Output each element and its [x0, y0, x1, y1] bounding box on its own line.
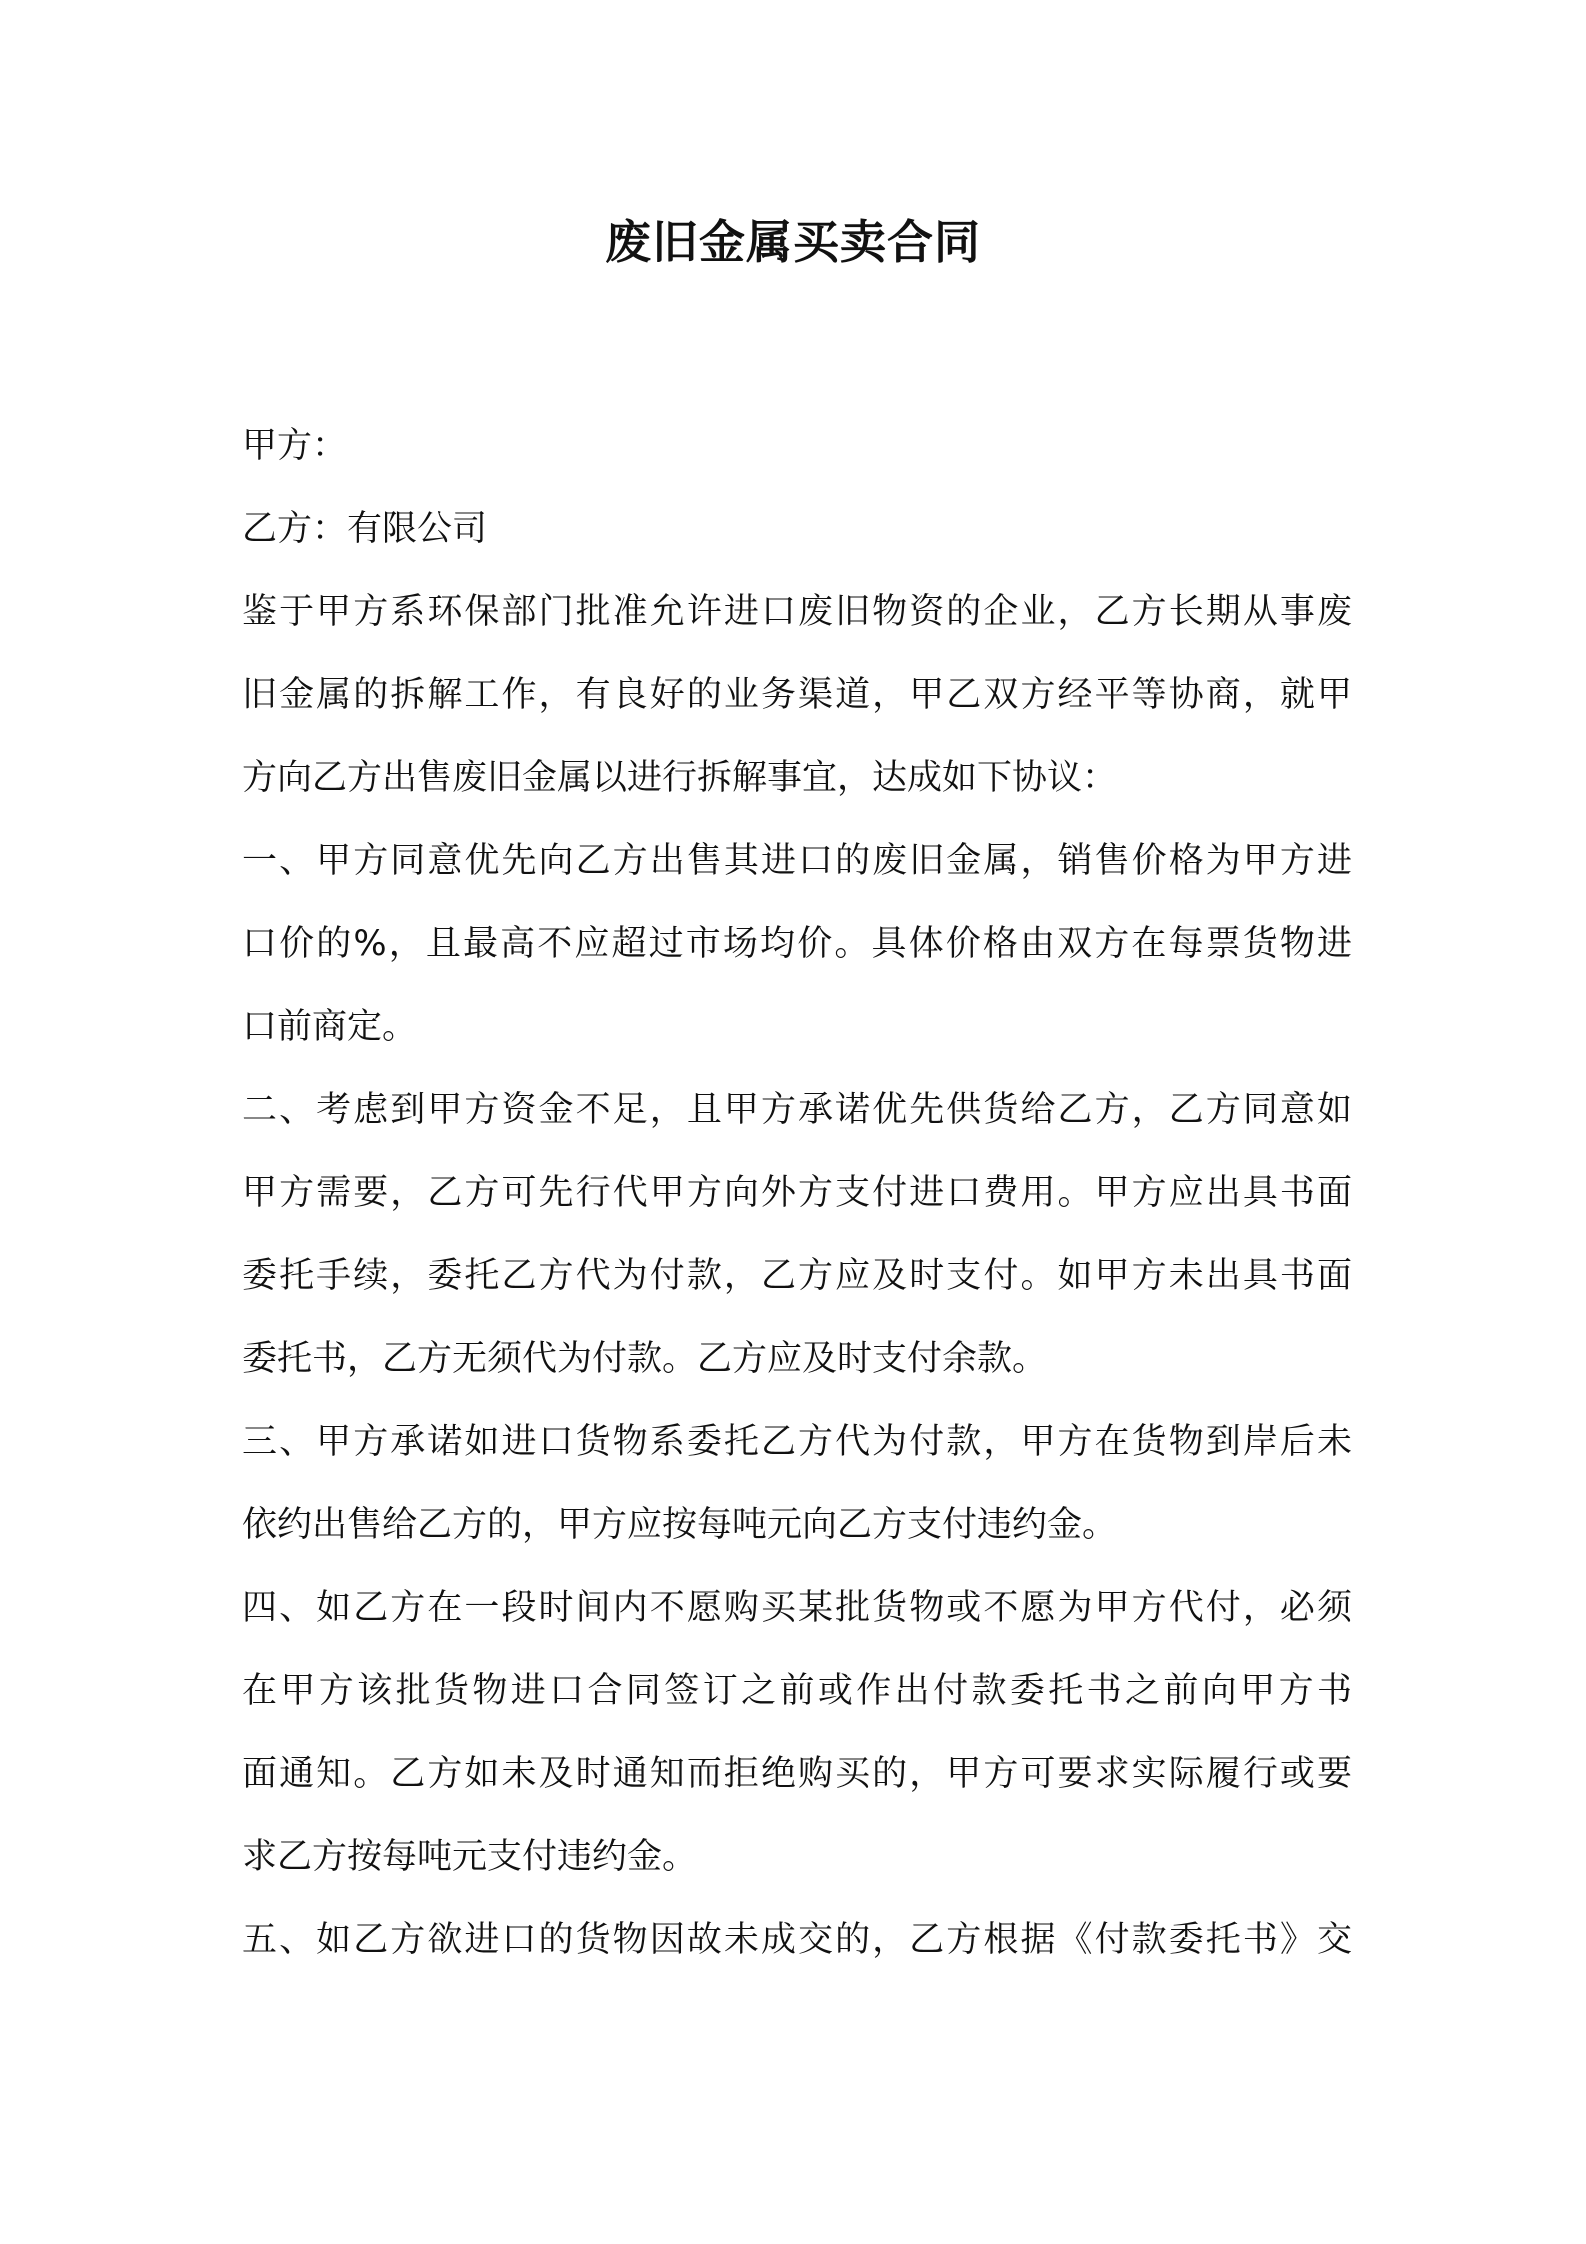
clause-2-line: 委托手续，委托乙方代为付款，乙方应及时支付。如甲方未出具书面 — [242, 1256, 1352, 1296]
clause-1-line: 一、甲方同意优先向乙方出售其进口的废旧金属，销售价格为甲方进 — [242, 841, 1352, 881]
clause-4-line: 四、如乙方在一段时间内不愿购买某批货物或不愿为甲方代付，必须 — [242, 1588, 1352, 1628]
party-a-line: 甲方： — [242, 426, 348, 466]
clause-1-line: 口价的%，且最高不应超过市场均价。具体价格由双方在每票货物进 — [242, 924, 1352, 964]
clause-2-line: 二、考虑到甲方资金不足，且甲方承诺优先供货给乙方，乙方同意如 — [242, 1090, 1352, 1130]
document-body — [242, 405, 1352, 1982]
clause-4-line: 在甲方该批货物进口合同签订之前或作出付款委托书之前向甲方书 — [242, 1671, 1352, 1711]
clause-2-line: 委托书，乙方无须代为付款。乙方应及时支付余款。 — [242, 1339, 1048, 1379]
clause-1-line: 口前商定。 — [242, 1007, 418, 1047]
clause-2-line: 甲方需要，乙方可先行代甲方向外方支付进口费用。甲方应出具书面 — [242, 1173, 1352, 1213]
body-line: 鉴于甲方系环保部门批准允许进口废旧物资的企业，乙方长期从事废 — [242, 592, 1352, 632]
party-b-line: 乙方：有限公司 — [242, 509, 488, 549]
body-line: 旧金属的拆解工作，有良好的业务渠道，甲乙双方经平等协商，就甲 — [242, 675, 1352, 715]
clause-4-line: 求乙方按每吨元支付违约金。 — [242, 1837, 698, 1877]
clause-5-line: 五、如乙方欲进口的货物因故未成交的，乙方根据《付款委托书》交 — [242, 1920, 1352, 1960]
document-title: 废旧金属买卖合同 — [605, 215, 981, 269]
body-line: 方向乙方出售废旧金属以进行拆解事宜，达成如下协议： — [242, 758, 1118, 798]
clause-3-line: 依约出售给乙方的，甲方应按每吨元向乙方支付违约金。 — [242, 1505, 1118, 1545]
clause-4-line: 面通知。乙方如未及时通知而拒绝购买的，甲方可要求实际履行或要 — [242, 1754, 1352, 1794]
clause-3-line: 三、甲方承诺如进口货物系委托乙方代为付款，甲方在货物到岸后未 — [242, 1422, 1352, 1462]
